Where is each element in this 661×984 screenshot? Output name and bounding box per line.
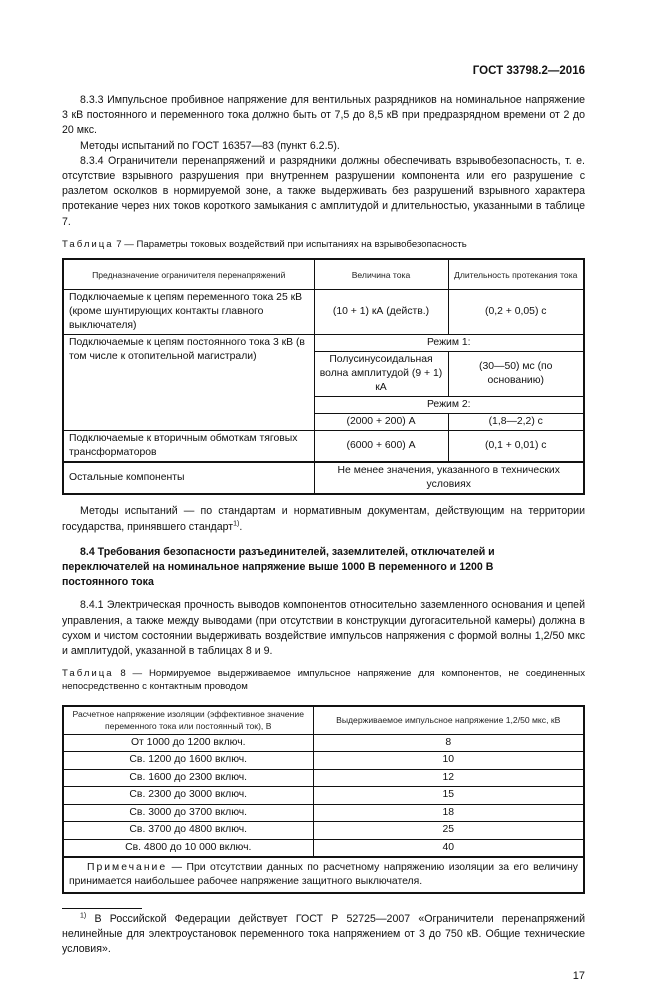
footnote-text: В Российской Федерации действует ГОСТ Р 52725—2007 «Ограничители перенапряжений нелинейные для электроустановок переменного тока напряжением от 3 до 750 кВ. Общие технические условия». <box>62 912 585 956</box>
table8-caption <box>62 667 585 693</box>
header-cell: Предназначение ограничителя перенапряжений <box>63 259 314 290</box>
table-header-row <box>63 706 584 734</box>
paragraph-methods-2: Методы испытаний — по стандартам и нормативным документам, действующим на территории государства, принявшего стандарт <box>62 505 585 533</box>
table8 <box>62 705 585 894</box>
cell: Св. 3000 до 3700 включ. <box>63 804 313 822</box>
paragraph-833: 8.3.3 Импульсное пробивное напряжение для вентильных разрядников на номинальное напряжение 3 кВ постоянного и переменного тока должно быть от 7,5 до 8,5 кВ при предразрядном времени от 2 до 20 мкс. <box>62 94 585 137</box>
cell: Св. 4800 до 10 000 включ. <box>63 839 313 857</box>
cell: (6000 + 600) А <box>314 431 448 463</box>
footnote-mark: 1) <box>80 912 87 920</box>
table-note <box>63 857 584 893</box>
cell: Св. 3700 до 4800 включ. <box>63 822 313 840</box>
cell: Не менее значения, указанного в технических условиях <box>314 462 584 494</box>
document-header: ГОСТ 33798.2—2016 <box>472 65 585 77</box>
header-cell: Выдерживаемое импульсное напряжение 1,2/50 мкс, кВ <box>313 706 584 734</box>
cell: (1,8—2,2) с <box>448 414 584 431</box>
cell: 25 <box>313 822 584 840</box>
cell: (0,1 + 0,01) с <box>448 431 584 463</box>
table-row <box>63 290 584 335</box>
footnote-reference: 1) <box>233 520 240 527</box>
section-841 <box>62 598 585 659</box>
table-row <box>63 734 584 752</box>
cell: 12 <box>313 769 584 787</box>
section-84-heading <box>62 545 522 591</box>
cell: Св. 1200 до 1600 включ. <box>63 752 313 770</box>
cell: От 1000 до 1200 включ. <box>63 734 313 752</box>
cell: Св. 2300 до 3000 включ. <box>63 787 313 805</box>
table-row <box>63 822 584 840</box>
header-cell: Расчетное напряжение изоляции (эффективное значение переменного тока или постоянный ток), В <box>63 706 313 734</box>
table-row <box>63 787 584 805</box>
cell: Полусинусоидальная волна амплитудой (9 + 1) кА <box>314 352 448 397</box>
table-row <box>63 462 584 494</box>
table-row <box>63 752 584 770</box>
header-cell: Длительность протекания тока <box>448 259 584 290</box>
paragraph-841: 8.4.1 Электрическая прочность выводов компонентов относительно заземленного основания и цепей управления, а также между выводами (при отсутствии в конструкции дугогасительной камеры) должна в сухом и чистом состоянии выдерживать воздействие импульсов напряжения с формой волны 1,2/50 мкс и амплитудой, указанной в таблицах 8 и 9. <box>62 599 585 657</box>
cell: Подключаемые к цепям постоянного тока 3 кВ (в том числе к отопительной магистрали) <box>63 335 314 431</box>
section-heading: 8.4 Требования безопасности разъединителей, заземлителей, отключателей и переключателей на номинальное напряжение выше 1000 В переменного и 1200 В постоянного тока <box>62 545 495 589</box>
page-number: 17 <box>572 970 585 983</box>
note-text: — При отсутствии данных по расчетному напряжению изоляции за его величину принимается наибольшее рабочее напряжение защитного выключателя. <box>69 861 578 887</box>
cell: (10 + 1) кА (действ.) <box>314 290 448 335</box>
cell: 10 <box>313 752 584 770</box>
caption-label: Таблица <box>62 668 114 680</box>
cell: Режим 2: <box>314 397 584 414</box>
cell: Режим 1: <box>314 335 584 352</box>
table-note-row <box>63 857 584 893</box>
footnote <box>62 912 585 958</box>
table7-caption <box>62 238 585 251</box>
note-label: Примечание <box>87 861 168 873</box>
page-content <box>62 93 585 984</box>
cell: (2000 + 200) А <box>314 414 448 431</box>
caption-text: 8 — Нормируемое выдерживаемое импульсное напряжение для компонентов, не соединенных непосредственно с контактным проводом <box>62 668 585 693</box>
caption-text: 7 — Параметры токовых воздействий при испытаниях на взрывобезопасность <box>116 238 467 250</box>
cell: 18 <box>313 804 584 822</box>
cell: 8 <box>313 734 584 752</box>
paragraph-834: 8.3.4 Ограничители перенапряжений и разрядники должны обеспечивать взрывобезопасность, т. е. отсутствие взрывного разрушения при внутреннем разрушении компонента или его разрушение с разлетом осколков в нормируемой зоне, а также выдерживать без разрушений взрывного характера протекание через них токов короткого замыкания с амплитудой и длительностью, указанными в таблице 7. <box>62 154 585 228</box>
cell: (0,2 + 0,05) с <box>448 290 584 335</box>
paragraph-methods: Методы испытаний по ГОСТ 16357—83 (пункт 6.2.5). <box>80 139 340 152</box>
table-row <box>63 839 584 857</box>
section-833 <box>62 93 585 230</box>
cell: 40 <box>313 839 584 857</box>
table-row <box>63 431 584 463</box>
table7 <box>62 258 585 496</box>
header-cell: Величина тока <box>314 259 448 290</box>
table-row <box>63 804 584 822</box>
cell: Св. 1600 до 2300 включ. <box>63 769 313 787</box>
table-header-row <box>63 259 584 290</box>
caption-label: Таблица <box>62 238 114 250</box>
cell: (30—50) мс (по основанию) <box>448 352 584 397</box>
cell: Остальные компоненты <box>63 462 314 494</box>
cell: 15 <box>313 787 584 805</box>
cell: Подключаемые к цепям переменного тока 25 кВ (кроме шунтирующих контакты главного выключателя) <box>63 290 314 335</box>
footnote-separator <box>62 908 142 909</box>
cell: Подключаемые к вторичным обмоткам тяговых трансформаторов <box>63 431 314 463</box>
table-row <box>63 769 584 787</box>
methods-paragraph-block: Методы испытаний — по стандартам и нормативным документам, действующим на территории государства, принявшего стандарт$^{1)}$. <box>62 505 585 533</box>
table-row <box>63 335 584 352</box>
